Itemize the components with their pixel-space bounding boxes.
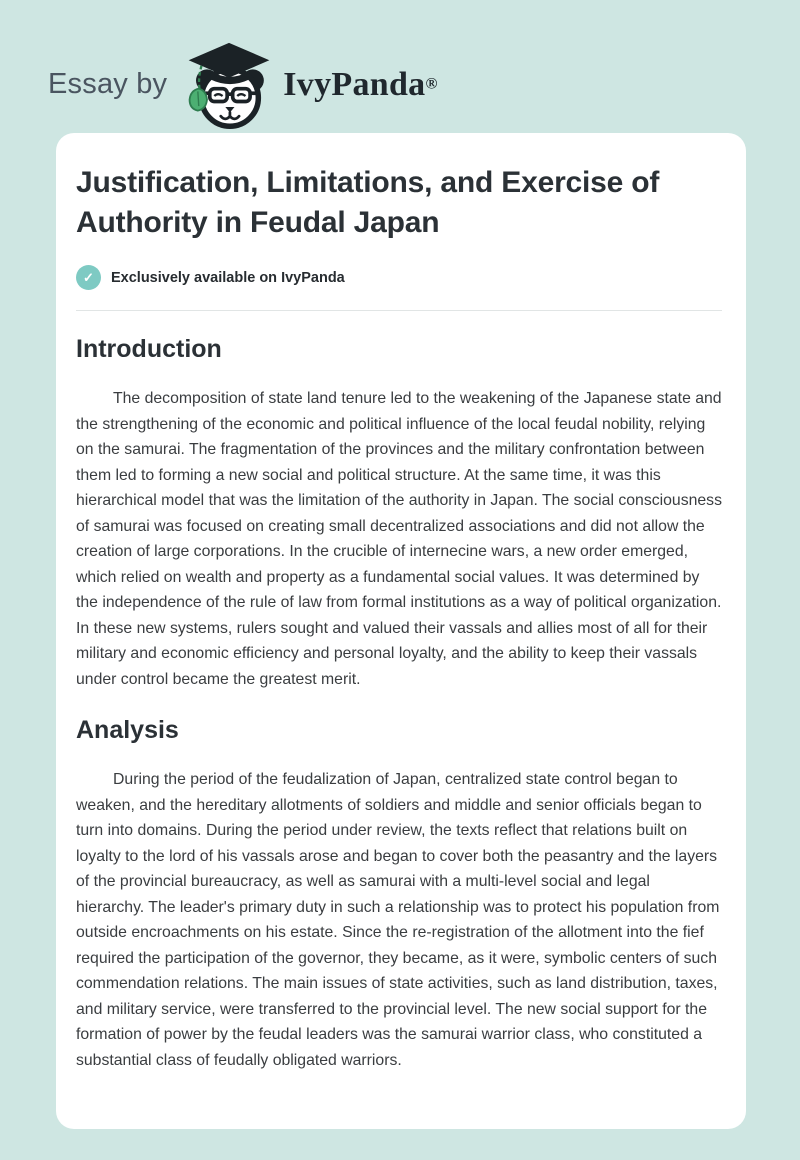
section-heading-analysis: Analysis — [76, 716, 179, 744]
brand-wordmark[interactable] — [283, 66, 437, 104]
availability-label: Exclusively available on IvyPanda — [111, 269, 345, 286]
analysis-paragraph: During the period of the feudalization of Japan, centralized state control began to weaken, and the hereditary allotments of soldiers and middle and senior officials began to turn into domains. During the period under review, the texts reflect that relations built on loyalty to the lord of his vassals arose and began to cover both the peasantry and the layers of the provincial bureaucracy, as well as samurai with a multi-level social and legal hierarchy. The leader's primary duty in such a relationship was to protect his population from outside encroachments on his estate. Since the re-registration of the allotment into the fief required the participation of the governor, they became, as it were, symbolic centers of such commendation relations. The main issues of state activities, such as land distribution, taxes, and military service, were transferred to the provincial level. The new social support for the formation of power by the feudal leaders was the samurai warrior class, who constituted a substantial class of feudally obligated warriors. — [76, 771, 720, 1069]
panda-graduate-icon — [183, 41, 275, 129]
brand-name: IvyPanda — [283, 65, 426, 103]
section-introduction — [76, 335, 722, 692]
section-heading-introduction: Introduction — [76, 335, 222, 363]
registered-mark: ® — [425, 75, 438, 93]
essay-by-label: Essay by — [48, 68, 168, 100]
essay-title: Justification, Limitations, and Exercise of Authority in Feudal Japan — [76, 166, 660, 239]
check-icon: ✓ — [76, 265, 101, 290]
essay-card — [56, 133, 746, 1129]
availability-badge — [76, 265, 722, 290]
divider — [76, 310, 722, 311]
page-header — [0, 0, 800, 133]
section-analysis — [76, 716, 722, 1073]
ivypanda-logo[interactable] — [183, 41, 275, 129]
introduction-paragraph: The decomposition of state land tenure led to the weakening of the Japanese state and the strengthening of the economic and political influence of the local feudal nobility, relying on the samurai. The fragmentation of the provinces and the military confrontation between them led to forming a new social and political structure. At the same time, it was this hierarchical model that was the limitation of the authority in Japan. The social consciousness of samurai was focused on creating small decentralized associations and did not allow the creation of large corporations. In the crucible of internecine wars, a new order emerged, which relied on wealth and property as a fundamental social values. It was determined by the independence of the rule of law from formal institutions as a way of political organization. In these new systems, rulers sought and valued their vassals and allies most of all for their military and economic efficiency and personal loyalty, and the ability to keep their vassals under control became the greatest merit. — [76, 390, 722, 688]
